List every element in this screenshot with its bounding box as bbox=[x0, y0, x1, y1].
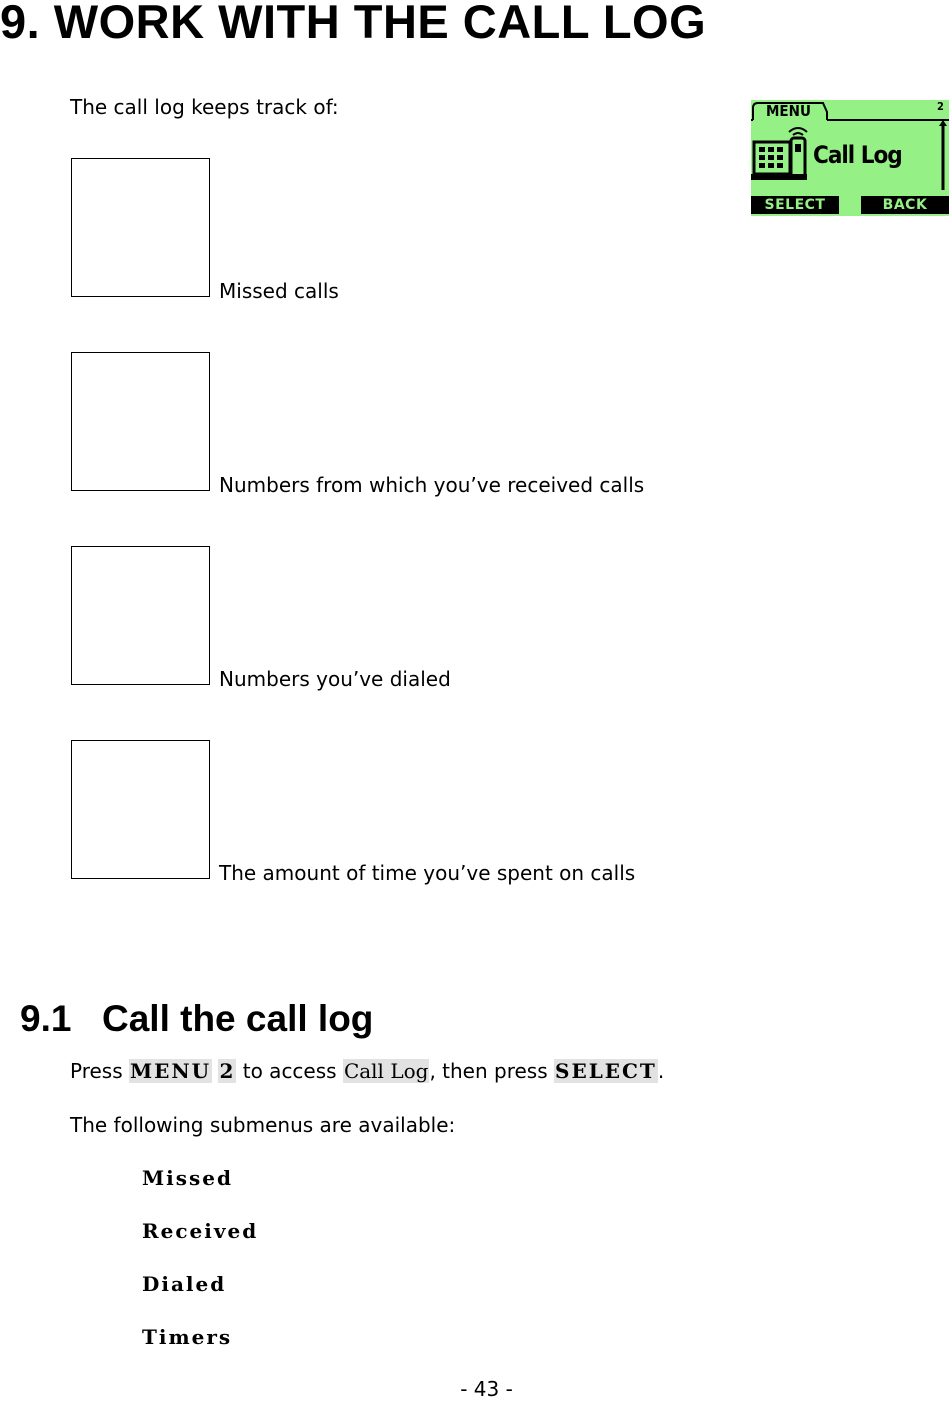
key-2: 2 bbox=[219, 1059, 236, 1083]
list-item: The amount of time you’ve spent on calls bbox=[219, 861, 636, 885]
lcd-select-softkey: SELECT bbox=[751, 196, 839, 214]
select-key: SELECT bbox=[555, 1059, 657, 1083]
instruction-text: . bbox=[657, 1059, 665, 1083]
list-item: Numbers from which you’ve received calls bbox=[219, 473, 645, 497]
item-image-placeholder bbox=[71, 740, 210, 879]
page-number: - 43 - bbox=[460, 1377, 513, 1401]
phone-keypad-icon bbox=[751, 128, 807, 180]
instruction-text: Press bbox=[70, 1059, 129, 1083]
item-image-placeholder bbox=[71, 546, 210, 685]
item-image-placeholder bbox=[71, 352, 210, 491]
instruction-text: , then press bbox=[429, 1059, 555, 1083]
lcd-menu-item: Call Log bbox=[813, 141, 902, 169]
lcd-indicator: 2 bbox=[937, 100, 944, 113]
item-image-placeholder bbox=[71, 158, 210, 297]
phone-screen bbox=[751, 100, 949, 216]
submenu-received: Received bbox=[142, 1219, 259, 1243]
submenu-timers: Timers bbox=[142, 1325, 233, 1349]
lcd-tab-label: MENU bbox=[766, 102, 811, 120]
list-item: Numbers you’ve dialed bbox=[219, 667, 451, 691]
instruction-line bbox=[70, 1058, 664, 1084]
menu-key: MENU bbox=[130, 1059, 212, 1083]
instruction-text: to access bbox=[236, 1059, 343, 1083]
section-heading: Call the call log bbox=[102, 998, 374, 1039]
submenu-missed: Missed bbox=[142, 1166, 233, 1190]
call-log-screen-text: Call Log bbox=[343, 1059, 429, 1083]
submenus-intro: The following submenus are available: bbox=[70, 1113, 456, 1137]
list-item: Missed calls bbox=[219, 279, 339, 303]
lcd-back-softkey: BACK bbox=[861, 196, 949, 214]
intro-text: The call log keeps track of: bbox=[70, 95, 339, 119]
section-number: 9.1 bbox=[20, 998, 72, 1039]
chapter-title: 9. WORK WITH THE CALL LOG bbox=[0, 0, 707, 48]
section-title bbox=[20, 996, 373, 1042]
submenu-dialed: Dialed bbox=[142, 1272, 227, 1296]
